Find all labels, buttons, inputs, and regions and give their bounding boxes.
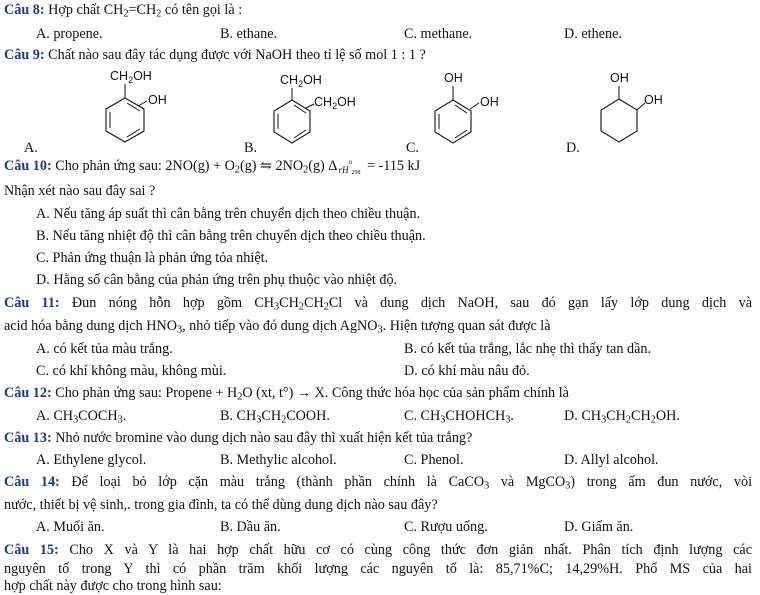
svg-text:CH2OH: $CH_2OH$	[110, 69, 152, 85]
q12-stem: Câu 12: Cho phản ứng sau: Propene + $H_2O$ (xt, t°) → X. Công thức hóa học của sản phẩm chính là	[4, 385, 569, 403]
q13-label: Câu 13:	[4, 430, 52, 446]
q9-option-c-letter: C.	[406, 140, 420, 156]
q15-stem-line1: Câu 15: Cho X và Y là hai hợp chất hữu cơ có cùng công thức đơn giản nhất. Phân tích định lượng các	[4, 542, 752, 558]
q10-delta-subscript: rH o 298	[338, 158, 361, 176]
q12-option-a: A. $CH_3COCH_3$.	[36, 408, 127, 426]
svg-text:OH: OH	[480, 95, 499, 109]
svg-text:CH2OH: $CH_2OH$	[314, 95, 356, 111]
q11-stem-line2: acid hóa bằng dung dịch $HNO_3$, nhỏ tiếp vào đó dung dịch AgNO$_3$. Hiện tượng quan sát được là	[4, 318, 551, 336]
q12-option-d: D. $CH_3CH_2CH_2OH$.	[564, 408, 680, 426]
q8-stem: Câu 8: Hợp chất $CH_2=CH_2$ có tên gọi là :	[4, 2, 243, 20]
q14-option-c: C. Rượu uống.	[404, 519, 488, 535]
svg-text:OH: OH	[610, 71, 629, 85]
svg-text:OH: OH	[148, 93, 167, 107]
q10-stem: Câu 10: Cho phản ứng sau: $2NO(g) + O_2(g)$ ⇋ $2NO_2(g)$ Δ rH o 298 = -115 kJ	[4, 158, 421, 176]
q8-option-d: D. ethene.	[564, 26, 622, 42]
q8-option-a: A. propene.	[36, 26, 103, 42]
q9-structure-c	[414, 66, 524, 156]
q10-option-b: B. Nếu tăng nhiệt độ thì cân bằng trên chuyển dịch theo chiều thuận.	[36, 228, 426, 244]
svg-text:OH: OH	[444, 71, 463, 85]
q13-option-c: C. Phenol.	[404, 452, 464, 468]
q9-stem: Câu 9: Chất nào sau đây tác dụng được với NaOH theo tỉ lệ số mol 1 : 1 ?	[4, 47, 426, 63]
q10-label: Câu 10:	[4, 158, 52, 174]
q13-option-b: B. Methylic alcohol.	[220, 452, 337, 468]
q15-stem-line2: nguyên tố trong Y thì có phần trăm khối lượng các nguyên tố là: 85,71%C; 14,29%H. Phổ MS của hai	[4, 561, 752, 577]
q11-stem-line1: Câu 11: Đun nóng hỗn hợp gồm $CH_3CH_2CH_2Cl$ và dung dịch NaOH, sau đó gạn lấy lớp dung dịch và	[4, 295, 753, 313]
q9-label: Câu 9:	[4, 47, 45, 63]
q11-label: Câu 11:	[4, 295, 60, 311]
q12-option-b: B. $CH_3CH_2COOH$.	[220, 408, 330, 426]
q14-option-a: A. Muối ăn.	[36, 519, 105, 535]
q15-label: Câu 15:	[4, 542, 59, 558]
svg-text:OH: OH	[644, 93, 663, 107]
q11-option-d: D. có khí màu nâu đỏ.	[404, 363, 530, 379]
q10-option-c: C. Phản ứng thuận là phản ứng tỏa nhiệt.	[36, 250, 269, 266]
svg-text:CH2OH: $CH_2OH$	[280, 73, 322, 89]
q14-label: Câu 14:	[4, 474, 60, 490]
q14-option-d: D. Giấm ăn.	[564, 519, 634, 535]
q11-option-a: A. có kết tủa màu trắng.	[36, 341, 173, 357]
q14-stem-line2: nước, thiết bị vệ sinh,. trong gia đình, ta có thể dùng dung dịch nào sau đây?	[4, 497, 438, 513]
q12-label: Câu 12:	[4, 385, 52, 401]
q9-structure-b	[258, 66, 378, 156]
q8-label: Câu 8:	[4, 2, 45, 18]
q8-option-c: C. methane.	[404, 26, 473, 42]
q14-option-b: B. Dầu ăn.	[220, 519, 281, 535]
q9-option-b-letter: B.	[244, 140, 258, 156]
q9-option-a-letter: A.	[24, 140, 38, 156]
q9-structure-d	[580, 66, 690, 156]
q13-option-d: D. Allyl alcohol.	[564, 452, 659, 468]
q9-option-d-letter: D.	[566, 140, 580, 156]
q13-option-a: A. Ethylene glycol.	[36, 452, 147, 468]
q11-option-b: B. có kết tủa trắng, lắc nhẹ thì thấy tan dần.	[404, 341, 652, 357]
q13-stem: Câu 13: Nhỏ nước bromine vào dung dịch nào sau đây thì xuất hiện kết tủa trắng?	[4, 430, 473, 446]
q11-option-c: C. có khí không màu, không mùi.	[36, 363, 227, 379]
q15-stem-line3: hợp chất này được cho trong hình sau:	[4, 578, 222, 594]
q10-note: Nhận xét nào sau đây sai ?	[4, 183, 156, 199]
q9-structure-a	[90, 66, 200, 156]
q14-stem-line1: Câu 14: Để loại bỏ lớp cặn màu trắng (thành phần chính là CaCO$_3$ và MgCO$_3$) trong ấm đun nước, vòi	[4, 474, 753, 492]
q10-option-a: A. Nếu tăng áp suất thì cân bằng trên chuyển dịch theo chiều thuận.	[36, 206, 421, 222]
q8-option-b: B. ethane.	[220, 26, 278, 42]
q12-option-c: C. $CH_3CHOHCH_3$.	[404, 408, 514, 426]
q10-option-d: D. Hằng số cân bằng của phản ứng trên phụ thuộc vào nhiệt độ.	[36, 272, 398, 288]
